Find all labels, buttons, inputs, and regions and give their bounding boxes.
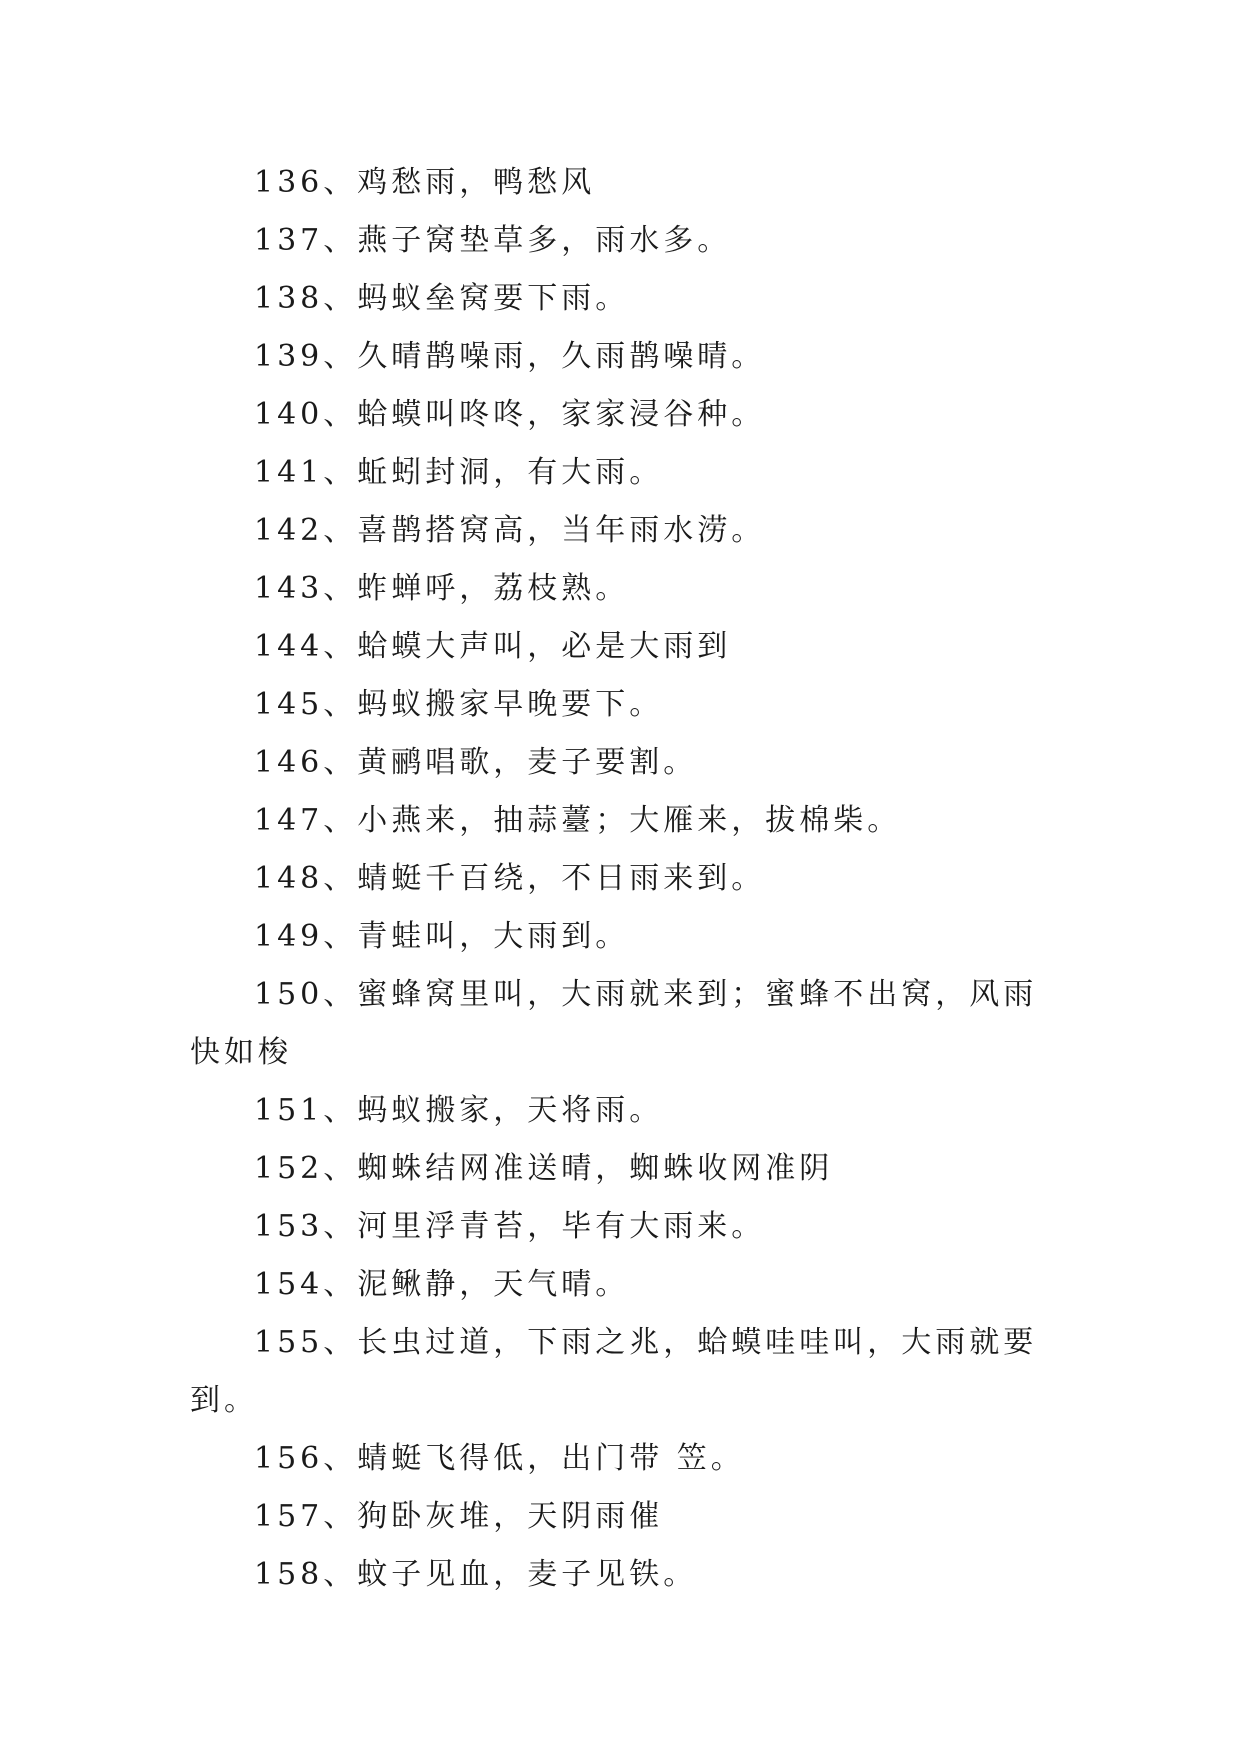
proverb-line: 149、青蛙叫，大雨到。 [254,919,630,954]
proverb-line: 148、蜻蜓千百绕，不日雨来到。 [254,861,766,896]
proverb-line: 139、久晴鹊噪雨，久雨鹊噪晴。 [254,339,766,374]
proverb-line: 142、喜鹊搭窝高，当年雨水涝。 [254,513,766,548]
proverb-line: 140、蛤蟆叫咚咚，家家浸谷种。 [254,397,766,432]
proverb-line: 156、蜻蜓飞得低，出门带 笠。 [254,1441,745,1476]
proverb-line: 141、蚯蚓封洞，有大雨。 [254,455,664,490]
proverb-line: 147、小燕来，抽蒜薹；大雁来，拔棉柴。 [254,803,902,838]
proverb-line: 137、燕子窝垫草多，雨水多。 [254,223,732,258]
proverb-line: 155、长虫过道，下雨之兆，蛤蟆哇哇叫，大雨就要到。 [190,1325,1038,1418]
proverb-line: 154、泥鳅静，天气晴。 [254,1267,630,1302]
proverb-list [190,154,1060,1604]
proverb-line: 138、蚂蚁垒窝要下雨。 [254,281,630,316]
proverb-line: 157、狗卧灰堆，天阴雨催 [254,1499,664,1534]
proverb-line: 143、蚱蝉呼，荔枝熟。 [254,571,630,606]
proverb-line: 151、蚂蚁搬家，天将雨。 [254,1093,664,1128]
proverb-line: 152、蜘蛛结网准送晴，蜘蛛收网准阴 [254,1151,834,1186]
proverb-line: 153、河里浮青苔，毕有大雨来。 [254,1209,766,1244]
proverb-line: 144、蛤蟆大声叫，必是大雨到 [254,629,732,664]
proverb-line: 150、蜜蜂窝里叫，大雨就来到；蜜蜂不出窝，风雨快如梭 [190,977,1038,1070]
proverb-line: 136、鸡愁雨，鸭愁风 [254,165,596,200]
proverb-line: 158、蚊子见血，麦子见铁。 [254,1557,698,1592]
proverb-line: 146、黄鹂唱歌，麦子要割。 [254,745,698,780]
proverb-line: 145、蚂蚁搬家早晚要下。 [254,687,664,722]
